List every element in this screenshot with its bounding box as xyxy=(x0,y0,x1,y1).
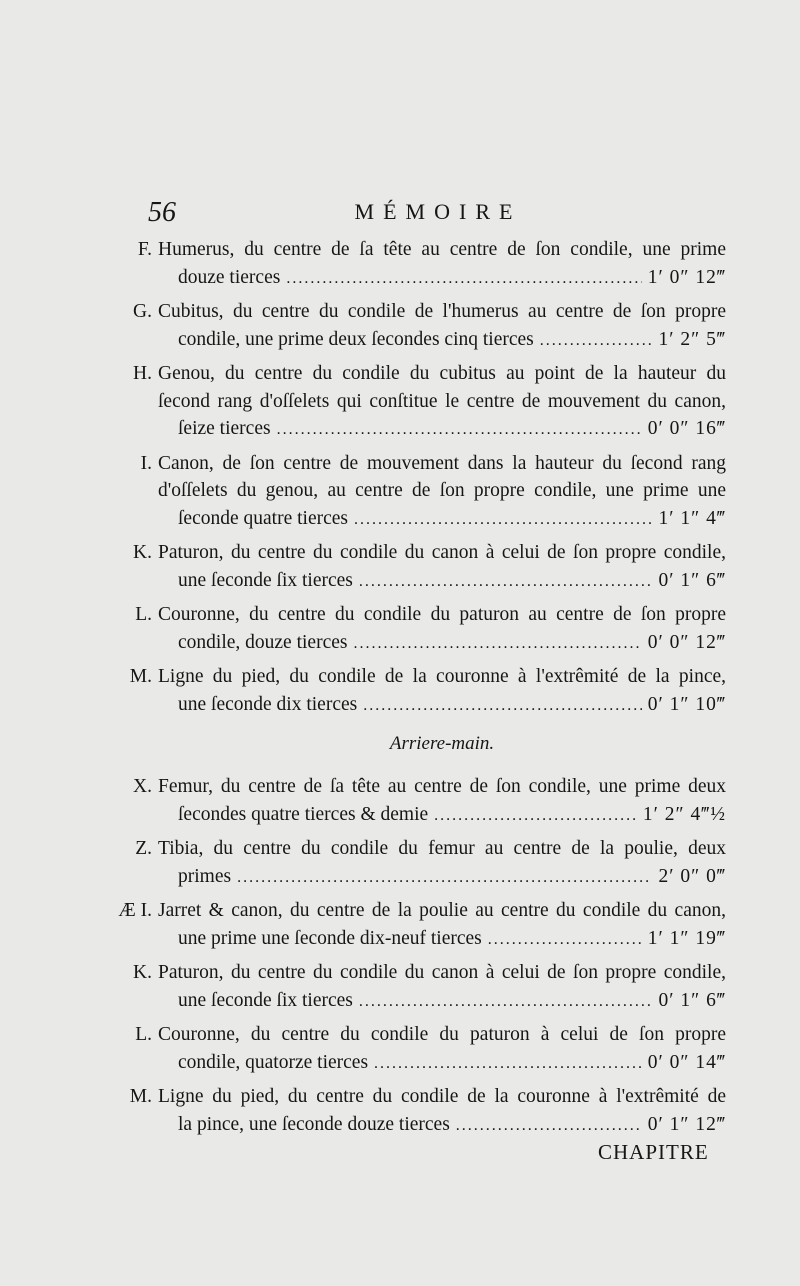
entry xyxy=(110,835,726,891)
dot-leader xyxy=(456,1112,642,1140)
entry-last-text: douze tierces xyxy=(178,266,281,288)
entry-line: Ligne du pied, du centre du condile de la couronne à l'extrêmité de xyxy=(158,1086,726,1107)
entry-line: Canon, de ſon centre de mouvement dans la hauteur du ſecond rang xyxy=(158,452,726,474)
entry-measurement: 1′ 2″ 5‴ xyxy=(658,328,726,350)
entry-letter: L. xyxy=(135,1024,152,1045)
hind-quarter-entries xyxy=(110,773,726,1139)
entry-last-line xyxy=(158,1049,726,1078)
entry xyxy=(110,663,726,719)
entry xyxy=(110,773,726,829)
dot-leader xyxy=(354,506,652,534)
entry-letter: K. xyxy=(133,542,152,563)
entry-letter: X. xyxy=(133,776,152,797)
entry-line: Cubitus, du centre du condile de l'humerus au centre de ſon propre xyxy=(158,301,726,322)
entry-measurement: 1′ 0″ 12‴ xyxy=(647,266,726,288)
entry-last-text: ſecondes quatre tierces & demie xyxy=(178,803,429,825)
entry-letter: H. xyxy=(133,363,152,384)
dot-leader xyxy=(374,1050,642,1078)
entry-letter: G. xyxy=(133,301,152,322)
entry xyxy=(110,897,726,953)
measurement-list xyxy=(110,236,726,1145)
entry-line: Couronne, du centre du condile du paturon au centre de ſon propre xyxy=(158,604,726,625)
entry-last-text: une ſeconde ſix tierces xyxy=(178,989,353,1011)
entry-measurement: 1′ 1″ 19‴ xyxy=(647,927,726,949)
entry-measurement: 1′ 1″ 4‴ xyxy=(658,507,726,529)
entry-last-text: une ſeconde ſix tierces xyxy=(178,569,353,591)
entry-last-text: une prime une ſeconde dix-neuf tierces xyxy=(178,927,482,949)
entry xyxy=(110,959,726,1015)
entry-measurement: 0′ 1″ 10‴ xyxy=(647,693,726,715)
entry-measurement: 0′ 0″ 14‴ xyxy=(647,1051,726,1073)
entry-measurement: 0′ 1″ 6‴ xyxy=(658,569,726,591)
entry-letter: Z. xyxy=(135,838,152,859)
dot-leader xyxy=(434,802,637,830)
catchword: CHAPITRE xyxy=(598,1140,709,1164)
entry-measurement: 0′ 0″ 12‴ xyxy=(647,631,726,653)
entry-line: Humerus, du centre de ſa tête au centre de ſon condile, une prime xyxy=(158,239,726,260)
entry-last-text: condile, douze tierces xyxy=(178,631,348,653)
entry-letter: M. xyxy=(129,1086,152,1107)
entry-measurement: 0′ 0″ 16‴ xyxy=(647,418,726,439)
entry-line: Genou, du centre du condile du cubitus au point de la hauteur du xyxy=(158,363,726,384)
entry-line: Tibia, du centre du condile du femur au centre de la poulie, deux xyxy=(158,838,726,859)
entry-line: Paturon, du centre du condile du canon à celui de ſon propre condile, xyxy=(158,962,726,983)
dot-leader xyxy=(277,416,642,444)
entry xyxy=(110,450,726,534)
entry-last-line xyxy=(158,505,726,534)
entry-measurement: 1′ 2″ 4‴½ xyxy=(642,803,726,825)
entry xyxy=(110,236,726,292)
running-title: MÉMOIRE xyxy=(354,199,522,224)
entry-last-line xyxy=(158,415,726,444)
entry-letter: M. xyxy=(129,666,152,687)
entry-last-text: primes xyxy=(178,865,232,887)
page-number: 56 xyxy=(148,197,176,228)
entry xyxy=(110,539,726,595)
entry-last-line xyxy=(158,264,726,293)
dot-leader xyxy=(363,692,642,720)
entry-last-line xyxy=(158,629,726,658)
dot-leader xyxy=(359,988,653,1016)
dot-leader xyxy=(359,568,653,596)
entry-last-text: ſeconde quatre tierces xyxy=(178,507,348,529)
entry-last-line xyxy=(158,691,726,720)
entry-measurement: 0′ 1″ 12‴ xyxy=(647,1113,726,1135)
entry xyxy=(110,1083,726,1139)
dot-leader xyxy=(353,630,641,658)
entry-line: Femur, du centre de ſa tête au centre de ſon condile, une prime deux xyxy=(158,776,726,797)
entry-line: ſecond rang d'oſſelets qui conſtitue le centre de mouvement du canon, xyxy=(158,390,726,412)
entry-last-line xyxy=(158,326,726,355)
entry-letter: K. xyxy=(133,962,152,983)
entry-line: Jarret & canon, du centre de la poulie au centre du condile du canon, xyxy=(158,900,726,921)
dot-leader xyxy=(237,864,652,892)
entry-last-text: condile, quatorze tierces xyxy=(178,1051,369,1073)
entry-last-line xyxy=(158,567,726,596)
dot-leader xyxy=(286,265,641,293)
entry-line: Paturon, du centre du condile du canon à celui de ſon propre condile, xyxy=(158,542,726,563)
section-subheading: Arriere-main. xyxy=(389,733,495,754)
entry-line: Couronne, du centre du condile du paturon à celui de ſon propre xyxy=(158,1024,726,1045)
entry-letter: I. xyxy=(140,452,152,474)
entry-last-text: condile, une prime deux ſecondes cinq tierces xyxy=(178,328,534,350)
entry-last-text: une ſeconde dix tierces xyxy=(178,693,358,715)
entry-last-text: la pince, une ſeconde douze tierces xyxy=(178,1113,450,1135)
front-quarter-entries xyxy=(110,236,726,719)
entry-line: Ligne du pied, du condile de la couronne à l'extrêmité de la pince, xyxy=(158,666,726,687)
entry-last-text: ſeize tierces xyxy=(178,418,271,439)
entry-last-line xyxy=(158,801,726,830)
entry-last-line xyxy=(158,925,726,954)
entry-measurement: 0′ 1″ 6‴ xyxy=(658,989,726,1011)
entry-line: d'oſſelets du genou, au centre de ſon propre condile, une prime une xyxy=(158,480,726,501)
entry xyxy=(110,1021,726,1077)
entry-letter: Æ I. xyxy=(118,900,152,921)
entry xyxy=(110,601,726,657)
dot-leader xyxy=(488,926,642,954)
entry xyxy=(110,298,726,354)
page-header xyxy=(148,197,728,231)
entry-letter: F. xyxy=(137,239,152,260)
entry xyxy=(110,360,726,444)
entry-last-line xyxy=(158,1111,726,1140)
entry-measurement: 2′ 0″ 0‴ xyxy=(658,865,726,887)
dot-leader xyxy=(540,327,653,355)
entry-letter: L. xyxy=(135,604,152,625)
entry-last-line xyxy=(158,863,726,892)
entry-last-line xyxy=(158,987,726,1016)
